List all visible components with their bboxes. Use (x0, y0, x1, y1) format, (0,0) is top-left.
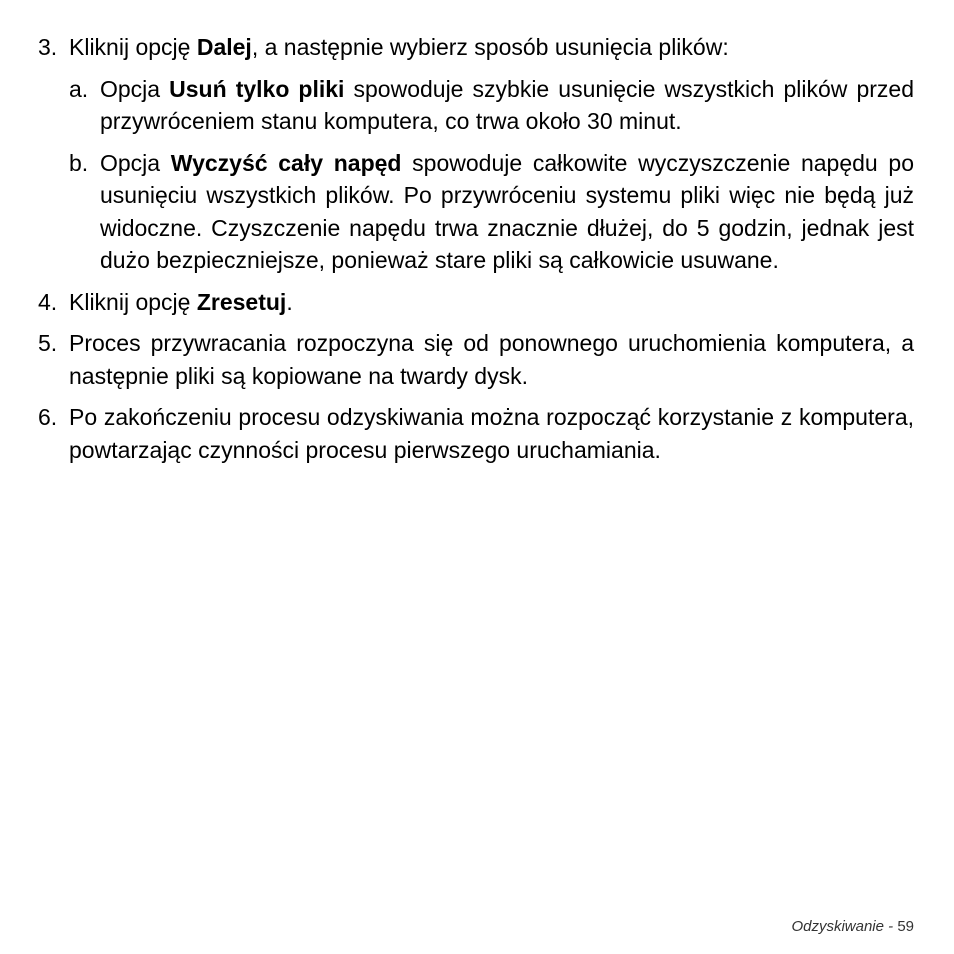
list-number: 6. (38, 404, 58, 430)
sublist-item-text (100, 73, 914, 138)
document-body (38, 31, 914, 475)
sublist (69, 73, 914, 277)
bold-term: Dalej (196, 34, 252, 60)
bold-term: Wyczyść cały napęd (170, 149, 402, 176)
sublist-item-text (100, 147, 914, 277)
text-run: Kliknij opcję (69, 288, 197, 315)
list-item-5 (38, 327, 914, 392)
list-item-6 (38, 401, 914, 466)
list-item-text: Proces przywracania rozpoczyna się od ponownego uruchomienia komputera, a następnie pliki są kopiowane na twardy dysk. (69, 330, 914, 389)
bold-term: Zresetuj (196, 288, 287, 315)
text-run: Opcja (100, 149, 171, 176)
list-number: 5. (38, 330, 58, 356)
text-run: Kliknij opcję (69, 34, 197, 60)
list-number: 3. (38, 34, 58, 60)
page-footer (791, 917, 914, 937)
sublist-item-b (69, 147, 914, 277)
list-item-text (69, 31, 914, 64)
list-item-3 (38, 31, 914, 64)
sublist-label: a. (69, 75, 89, 102)
text-run: , a następnie wybierz sposób usunięcia plików: (251, 34, 729, 60)
bold-term: Usuń tylko pliki (169, 75, 345, 102)
sublist-label: b. (69, 149, 89, 176)
footer-section-title: Odzyskiwanie - (791, 918, 898, 935)
text-run: Opcja (100, 75, 170, 102)
text-run: spowoduje całkowite wyczyszczenie napędu po usunięciu wszystkich plików. Po przywróceniu systemu pliki więc nie będą już widoczne. Czyszczenie napędu trwa znacznie dłużej, do 5 godzin, jednak jest dużo bezpieczniejsze, ponieważ stare pliki są całkowicie usuwane. (100, 149, 914, 273)
page-number: 59 (897, 918, 914, 935)
list-item-text: Po zakończeniu procesu odzyskiwania można rozpocząć korzystanie z komputera, powtarzając czynności procesu pierwszego uruchamiania. (69, 404, 914, 463)
text-run: spowoduje szybkie usunięcie wszystkich plików przed przywróceniem stanu komputera, co trwa około 30 minut. (100, 75, 914, 134)
sublist-item-a (69, 73, 914, 138)
list-item-body (69, 31, 914, 64)
list-item-text (69, 286, 914, 319)
list-number: 4. (38, 288, 58, 315)
text-run: . (286, 288, 293, 315)
list-item-4 (38, 286, 914, 319)
